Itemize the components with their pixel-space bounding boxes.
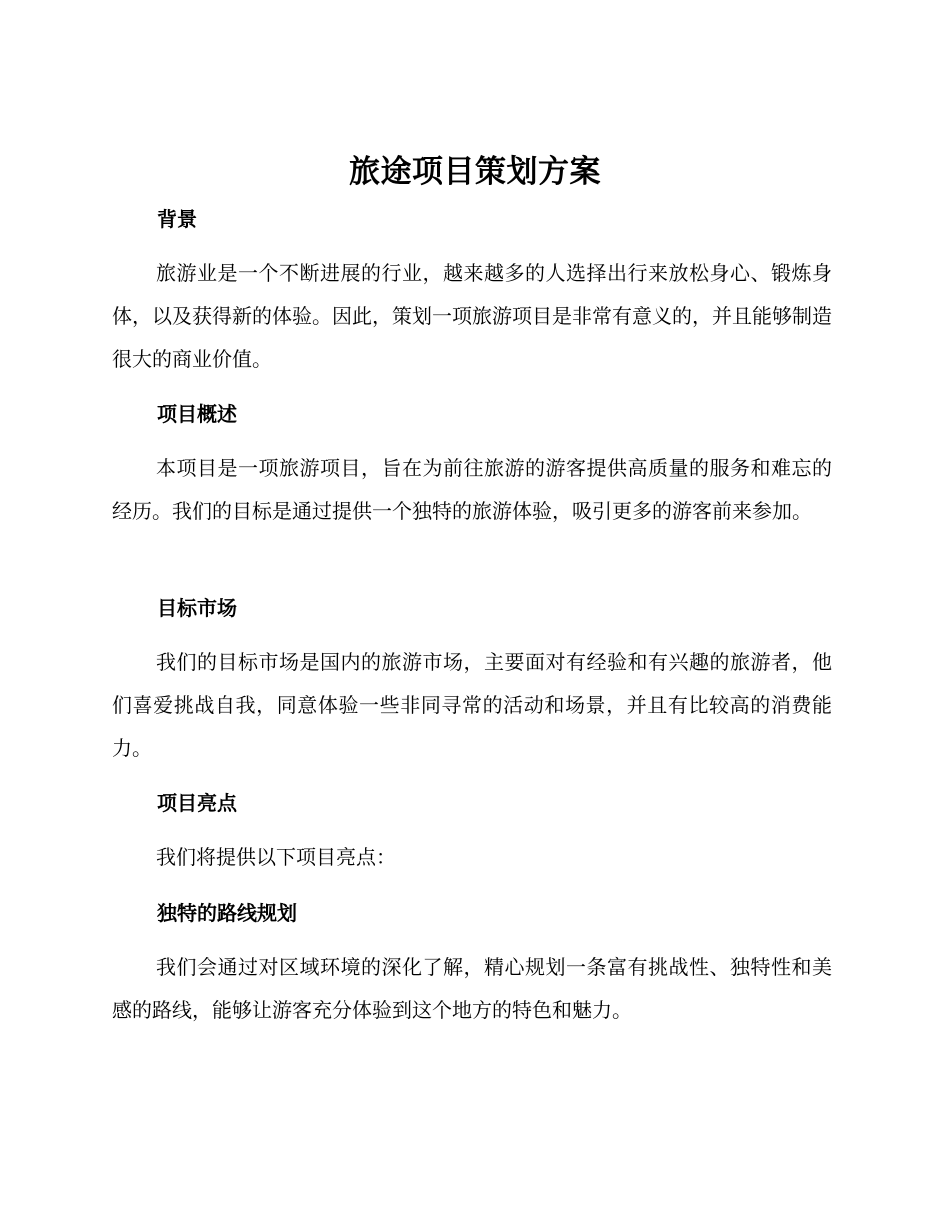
section-heading-route-planning: 独特的路线规划 [157,901,297,925]
section-heading-background: 背景 [157,207,197,231]
section-heading-highlights: 项目亮点 [157,791,237,815]
section-paragraph-background: 旅游业是一个不断进展的行业，越来越多的人选择出行来放松身心、锻炼身体，以及获得新的体验。因此，策划一项旅游项目是非常有意义的，并且能够制造很大的商业价值。 [112,261,832,371]
section-heading-target-market: 目标市场 [157,596,237,620]
section-heading-overview: 项目概述 [157,402,237,426]
document-title: 旅途项目策划方案 [349,154,601,190]
section-paragraph-overview: 本项目是一项旅游项目，旨在为前往旅游的游客提供高质量的服务和难忘的经历。我们的目标是通过提供一个独特的旅游体验，吸引更多的游客前来参加。 [112,456,832,523]
section-paragraph-target-market: 我们的目标市场是国内的旅游市场，主要面对有经验和有兴趣的旅游者，他们喜爱挑战自我，同意体验一些非同寻常的活动和场景，并且有比较高的消费能力。 [112,650,832,760]
section-paragraph-route-planning: 我们会通过对区域环境的深化了解，精心规划一条富有挑战性、独特性和美感的路线，能够让游客充分体验到这个地方的特色和魅力。 [112,955,832,1022]
section-paragraph-highlights: 我们将提供以下项目亮点： [156,845,396,869]
